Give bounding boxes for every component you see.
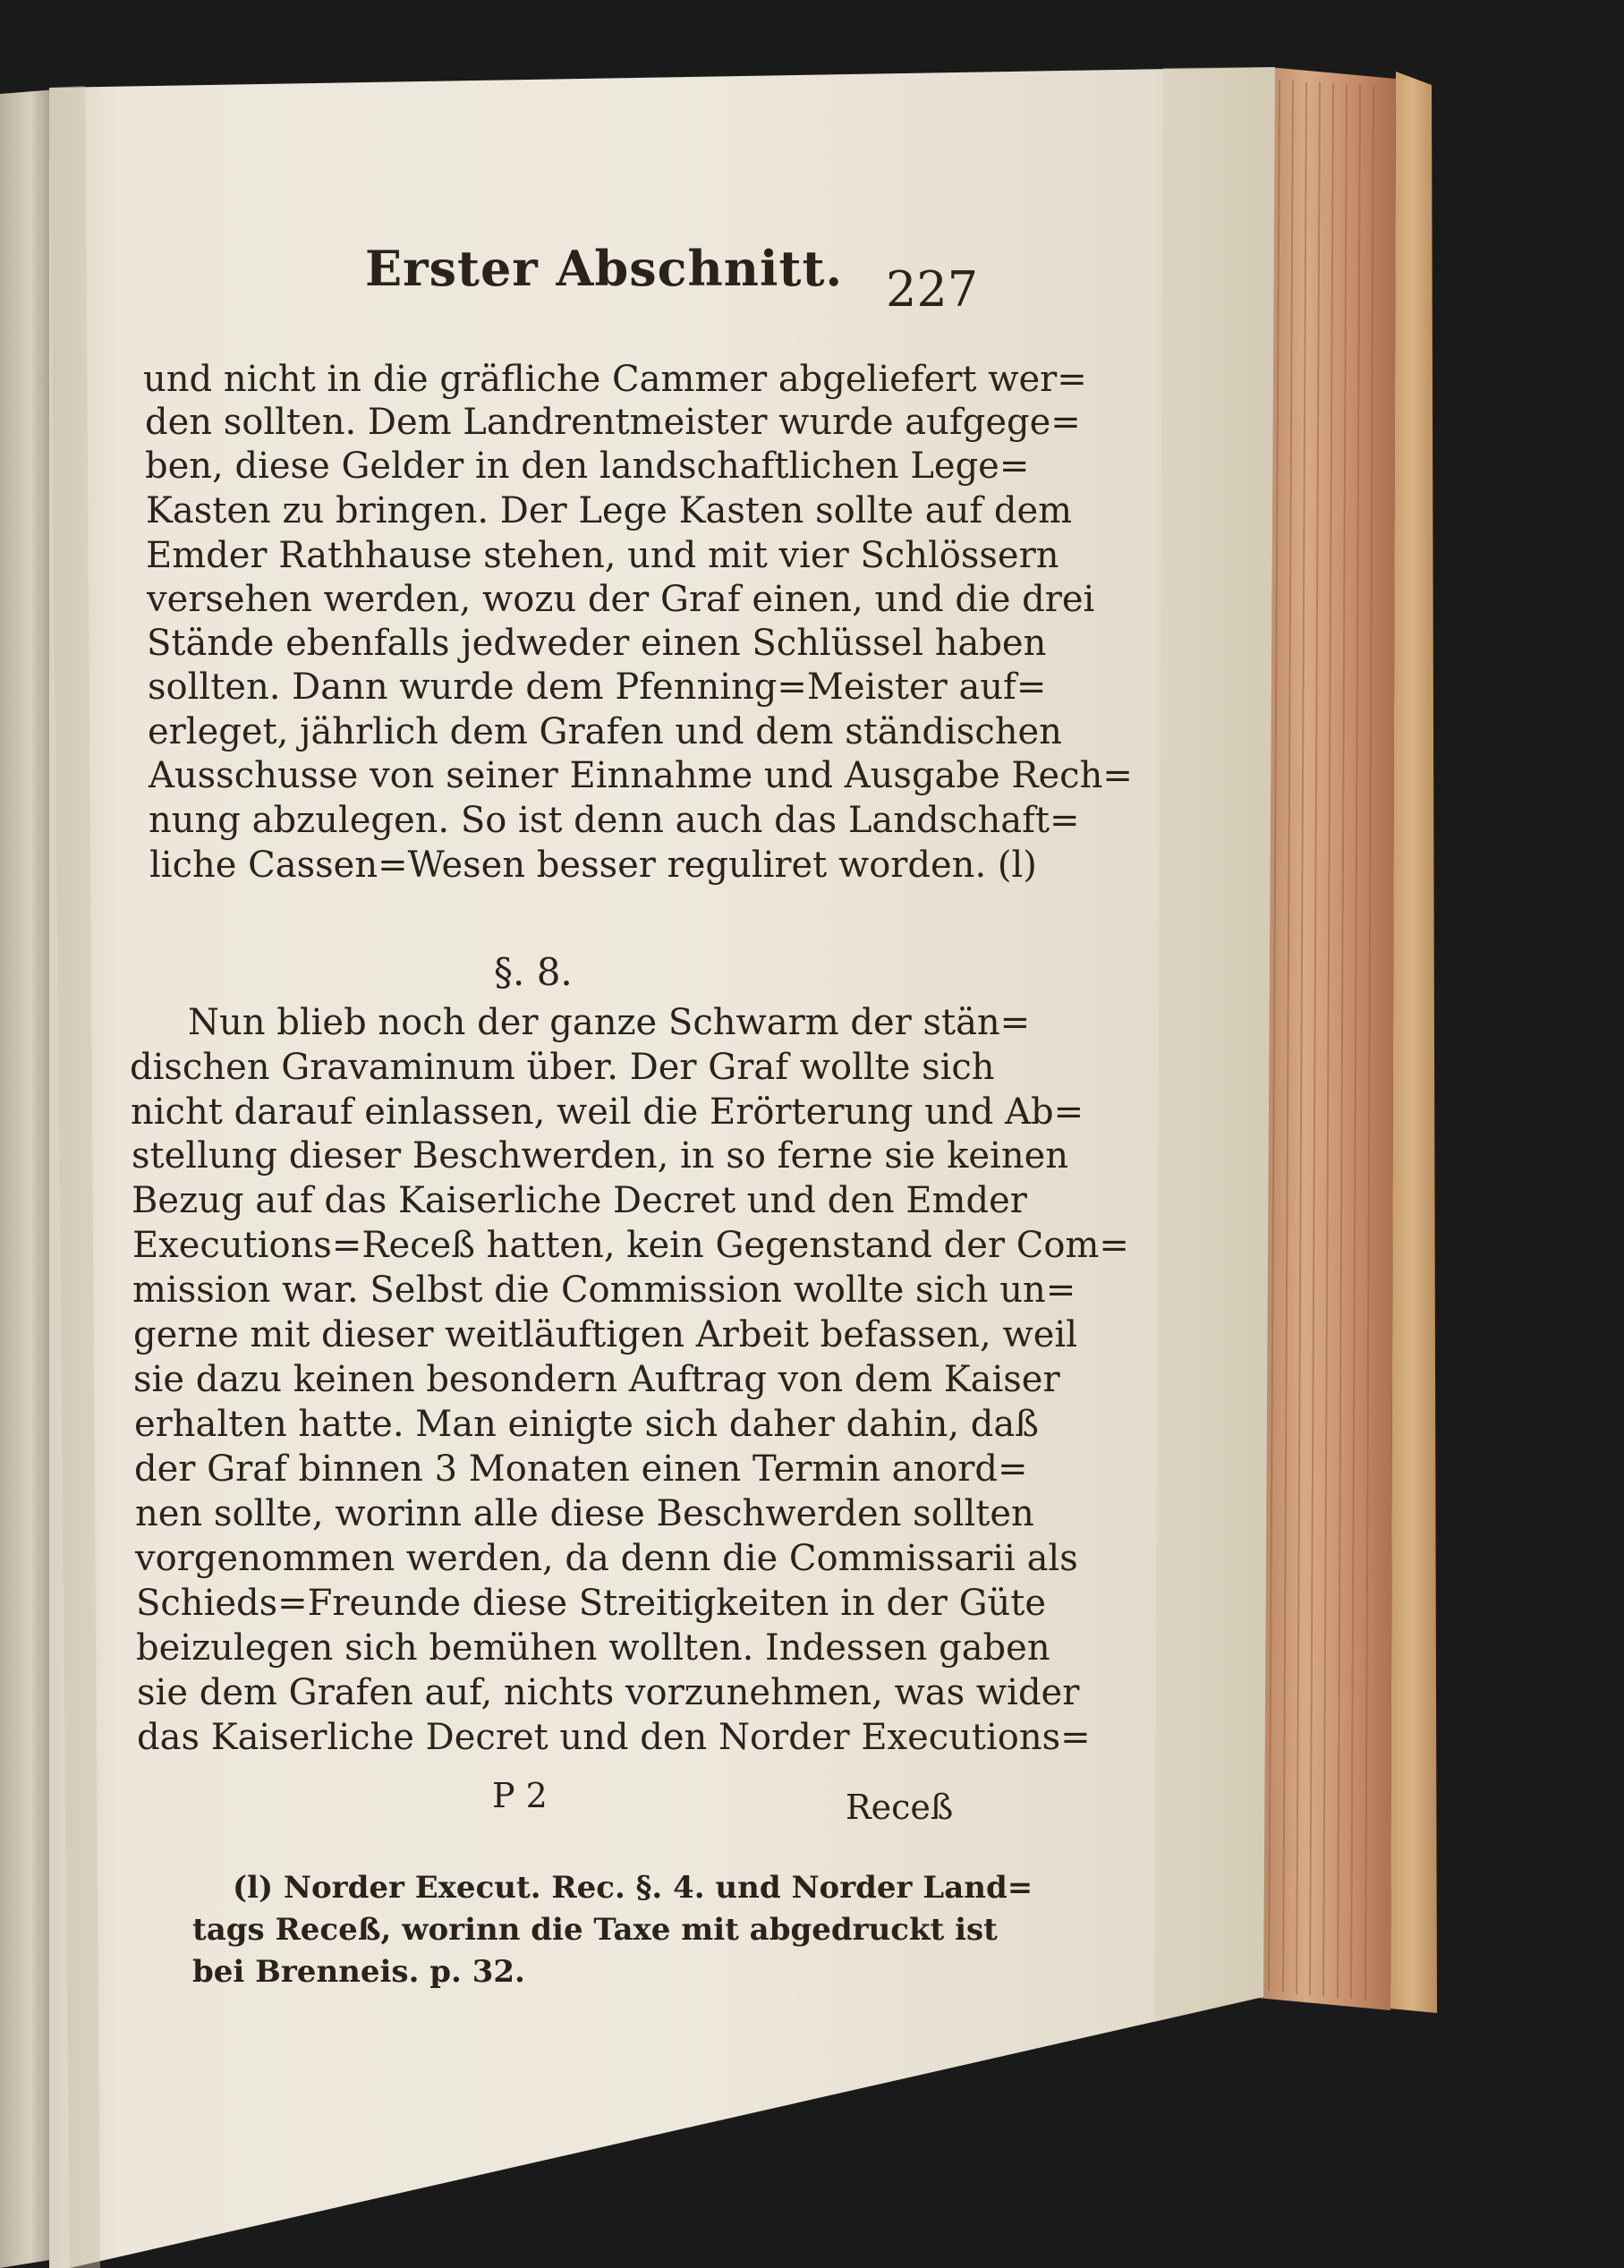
paragraph-line: nicht darauf einlassen, weil die Erörterung und Ab=: [131, 1092, 1084, 1133]
catchword: Receß: [846, 1788, 954, 1827]
paragraph-line: stellung dieser Beschwerden, in so ferne sie keinen: [132, 1135, 1069, 1176]
section-heading: §. 8.: [494, 950, 573, 994]
paragraph-line: sollten. Dann wurde dem Pfenning=Meister auf=: [148, 667, 1047, 708]
footnote-line: tags Receß, worinn die Taxe mit abgedruckt ist: [192, 1912, 998, 1948]
paragraph-line: den sollten. Dem Landrentmeister wurde aufgege=: [145, 402, 1081, 443]
paragraph-line: Kasten zu bringen. Der Lege Kasten sollte auf dem: [146, 490, 1073, 531]
paragraph-line: und nicht in die gräfliche Cammer abgeliefert wer=: [143, 359, 1087, 400]
paragraph-line: Nun blieb noch der ganze Schwarm der stän=: [188, 1002, 1031, 1043]
paragraph-line: nung abzulegen. So ist denn auch das Landschaft=: [149, 800, 1080, 841]
paragraph-line: Stände ebenfalls jedweder einen Schlüssel haben: [147, 623, 1047, 664]
paragraph-line: das Kaiserliche Decret und den Norder Executions=: [137, 1717, 1091, 1758]
paragraph-line: beizulegen sich bemühen wollten. Indessen gaben: [136, 1627, 1050, 1669]
paragraph-line: Executions=Receß hatten, kein Gegenstand der Com=: [132, 1225, 1129, 1266]
paragraph-line: Bezug auf das Kaiserliche Decret und den Emder: [132, 1180, 1027, 1221]
paragraph-line: Schieds=Freunde diese Streitigkeiten in der Güte: [136, 1583, 1047, 1624]
paragraph-line: Ausschusse von seiner Einnahme und Ausgabe Rech=: [149, 755, 1133, 796]
paragraph-line: Emder Rathhause stehen, und mit vier Schlössern: [146, 535, 1059, 576]
paragraph-line: versehen werden, wozu der Graf einen, und die drei: [147, 579, 1095, 620]
paragraph-line: erleget, jährlich dem Grafen und dem ständischen: [148, 711, 1062, 752]
paragraph-line: ben, diese Gelder in den landschaftlichen Lege=: [145, 446, 1030, 487]
signature-mark: P 2: [492, 1776, 548, 1815]
paragraph-line: vorgenommen werden, da denn die Commissarii als: [135, 1538, 1078, 1579]
paragraph-line: gerne mit dieser weitläuftigen Arbeit befassen, weil: [133, 1314, 1077, 1355]
footnote-line: bei Brenneis. p. 32.: [192, 1954, 525, 1990]
paragraph-line: liche Cassen=Wesen besser reguliret worden. (l): [149, 845, 1037, 886]
footnote-line: (l) Norder Execut. Rec. §. 4. und Norder Land=: [233, 1870, 1033, 1906]
paragraph-line: der Graf binnen 3 Monaten einen Termin anord=: [134, 1448, 1028, 1490]
running-head-title: Erster Abschnitt.: [365, 240, 844, 297]
paragraph-line: sie dazu keinen besondern Auftrag von dem Kaiser: [133, 1359, 1060, 1400]
paragraph-line: nen sollte, worinn alle diese Beschwerden sollten: [135, 1493, 1034, 1534]
paragraph-line: mission war. Selbst die Commission wollte sich un=: [132, 1270, 1076, 1311]
paragraph-line: dischen Gravaminum über. Der Graf wollte sich: [130, 1047, 995, 1088]
paragraph-line: erhalten hatte. Man einigte sich daher dahin, daß: [134, 1404, 1039, 1445]
paragraph-line: sie dem Grafen auf, nichts vorzunehmen, was wider: [137, 1672, 1080, 1713]
page-number: 227: [886, 261, 979, 318]
